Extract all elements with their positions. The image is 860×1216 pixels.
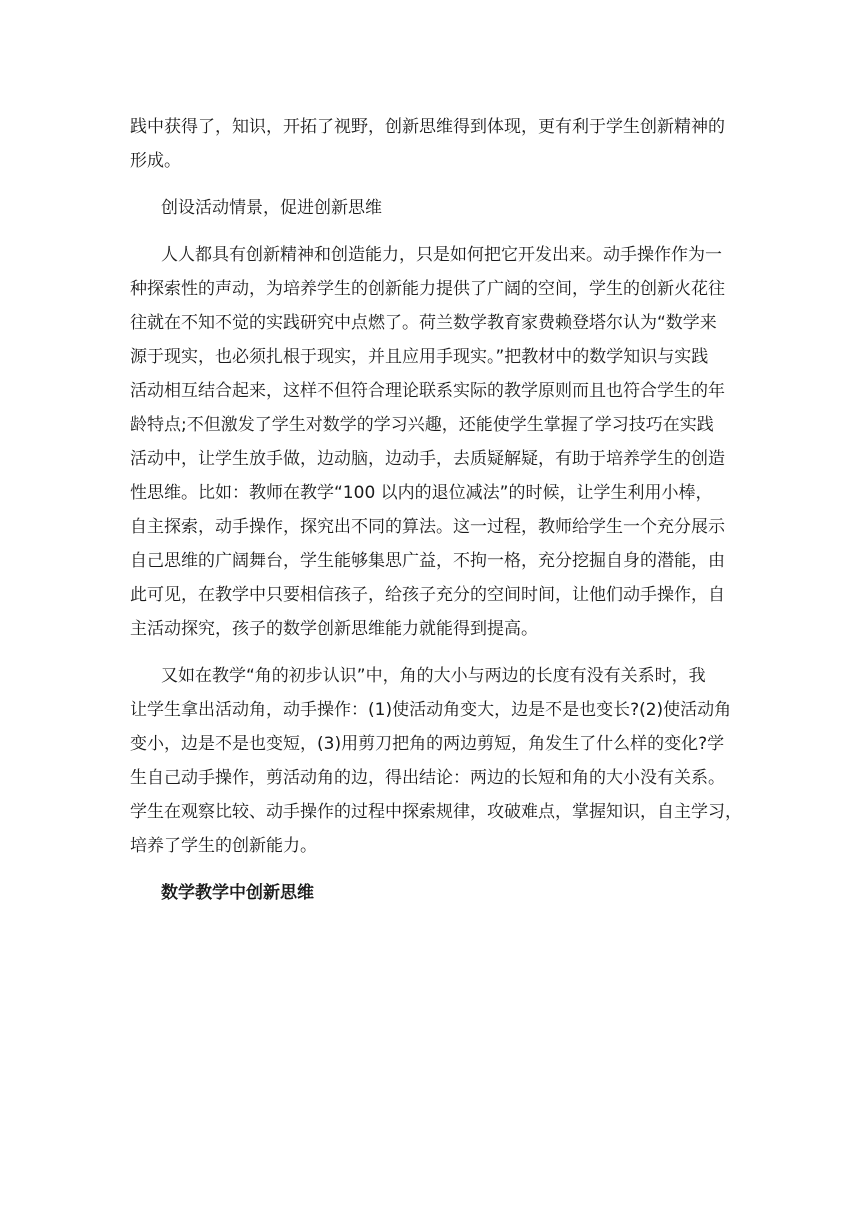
text-line: 又如在教学“角的初步认识”中，角的大小与两边的长度有没有关系时，我: [161, 666, 706, 686]
text-line: 让学生拿出活动角，动手操作：(1)使活动角变大，边是不是也变长?(2)使活动角: [130, 700, 732, 720]
text-line: 学生在观察比较、动手操作的过程中探索规律，攻破难点，掌握知识，自主学习，: [130, 802, 742, 822]
paragraph-hands-on-operation: [130, 238, 730, 646]
text-line: 主活动探究，孩子的数学创新思维能力就能得到提高。: [130, 619, 538, 639]
paragraph-angle-example: [130, 659, 742, 863]
text-line: 自主探索，动手操作，探究出不同的算法。这一过程，教师给学生一个充分展示: [130, 517, 725, 537]
text-line: 源于现实，也必须扎根于现实，并且应用手现实。”把教材中的数学知识与实践: [130, 347, 709, 367]
text-line: 人人都具有创新精神和创造能力，只是如何把它开发出来。动手操作作为一: [161, 245, 722, 265]
text-line: 活动中，让学生放手做，边动脑，边动手，去质疑解疑，有助于培养学生的创造: [130, 449, 725, 469]
text-line: 往就在不知不觉的实践研究中点燃了。荷兰数学教育家费赖登塔尔认为“数学来: [130, 313, 717, 333]
text-line: 培养了学生的创新能力。: [130, 836, 317, 856]
text-line: 变小，边是不是也变短，(3)用剪刀把角的两边剪短，角发生了什么样的变化?学: [130, 734, 725, 754]
text-line: 龄特点;不但激发了学生对数学的学习兴趣，还能使学生掌握了学习技巧在实践: [130, 415, 714, 435]
text-line: 性思维。比如：教师在教学“100 以内的退位减法”的时候，让学生利用小棒，: [130, 483, 713, 503]
section-heading: [130, 876, 730, 910]
subheading-line: 创设活动情景，促进创新思维: [161, 198, 382, 218]
document-body: [130, 110, 742, 923]
text-line: 形成。: [130, 151, 181, 171]
paragraph-continuation: [130, 110, 730, 178]
text-line: 自己思维的广阔舞台，学生能够集思广益，不拘一格，充分挖掘自身的潜能，由: [130, 551, 725, 571]
text-line: 践中获得了，知识，开拓了视野，创新思维得到体现，更有利于学生创新精神的: [130, 117, 725, 137]
text-line: 活动相互结合起来，这样不但符合理论联系实际的教学原则而且也符合学生的年: [130, 381, 725, 401]
text-line: 此可见，在教学中只要相信孩子，给孩子充分的空间时间，让他们动手操作，自: [130, 585, 725, 605]
section-subheading: [130, 191, 730, 225]
text-line: 生自己动手操作，剪活动角的边，得出结论：两边的长短和角的大小没有关系。: [130, 768, 725, 788]
text-line: 种探索性的声动，为培养学生的创新能力提供了广阔的空间，学生的创新火花往: [130, 279, 725, 299]
heading-line: 数学教学中创新思维: [161, 883, 314, 903]
